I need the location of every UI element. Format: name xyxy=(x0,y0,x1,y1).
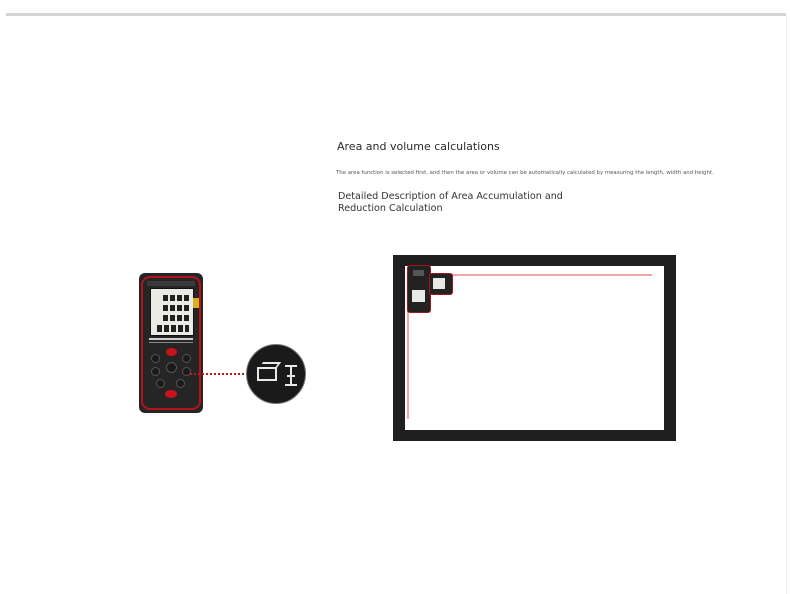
plus-button xyxy=(151,354,160,363)
function-button xyxy=(166,362,177,373)
section-description: The area function is selected first, and then the area or volume can be automatically calculated by measuring the length, width and height. xyxy=(336,170,714,176)
screen-reading-3 xyxy=(163,315,189,321)
device-label-sub xyxy=(149,342,193,343)
minus-button xyxy=(182,354,191,363)
dimension-bar-middle xyxy=(287,375,295,377)
dimension-bar-bottom xyxy=(285,384,297,386)
measure-button xyxy=(166,348,177,356)
screen-reading-4 xyxy=(157,325,189,332)
area-button xyxy=(151,367,160,376)
mini-meter-horizontal xyxy=(429,273,453,295)
mini-meter-vertical xyxy=(407,265,431,313)
top-divider xyxy=(6,13,786,16)
screen-reading-2 xyxy=(163,305,189,311)
right-divider xyxy=(786,16,787,594)
room-measurement-illustration xyxy=(393,255,676,441)
memory-button xyxy=(156,379,165,388)
mini-meter-screen-2 xyxy=(433,278,445,289)
section-heading: Area and volume calculations xyxy=(337,140,500,153)
laser-distance-meter-image xyxy=(139,273,203,413)
ref-button xyxy=(176,379,185,388)
cube-icon xyxy=(257,367,277,381)
callout-dotted-line xyxy=(190,373,248,375)
device-brand-bar xyxy=(147,281,195,286)
section-subheading: Detailed Description of Area Accumulation and Reduction Calculation xyxy=(338,191,563,214)
mini-meter-top xyxy=(413,270,424,276)
power-button xyxy=(165,390,177,398)
device-screen xyxy=(150,288,194,336)
device-label xyxy=(149,338,193,340)
mini-meter-screen xyxy=(412,290,425,302)
area-volume-icon xyxy=(246,344,306,404)
laser-window xyxy=(193,298,199,308)
screen-reading-1 xyxy=(163,295,189,301)
